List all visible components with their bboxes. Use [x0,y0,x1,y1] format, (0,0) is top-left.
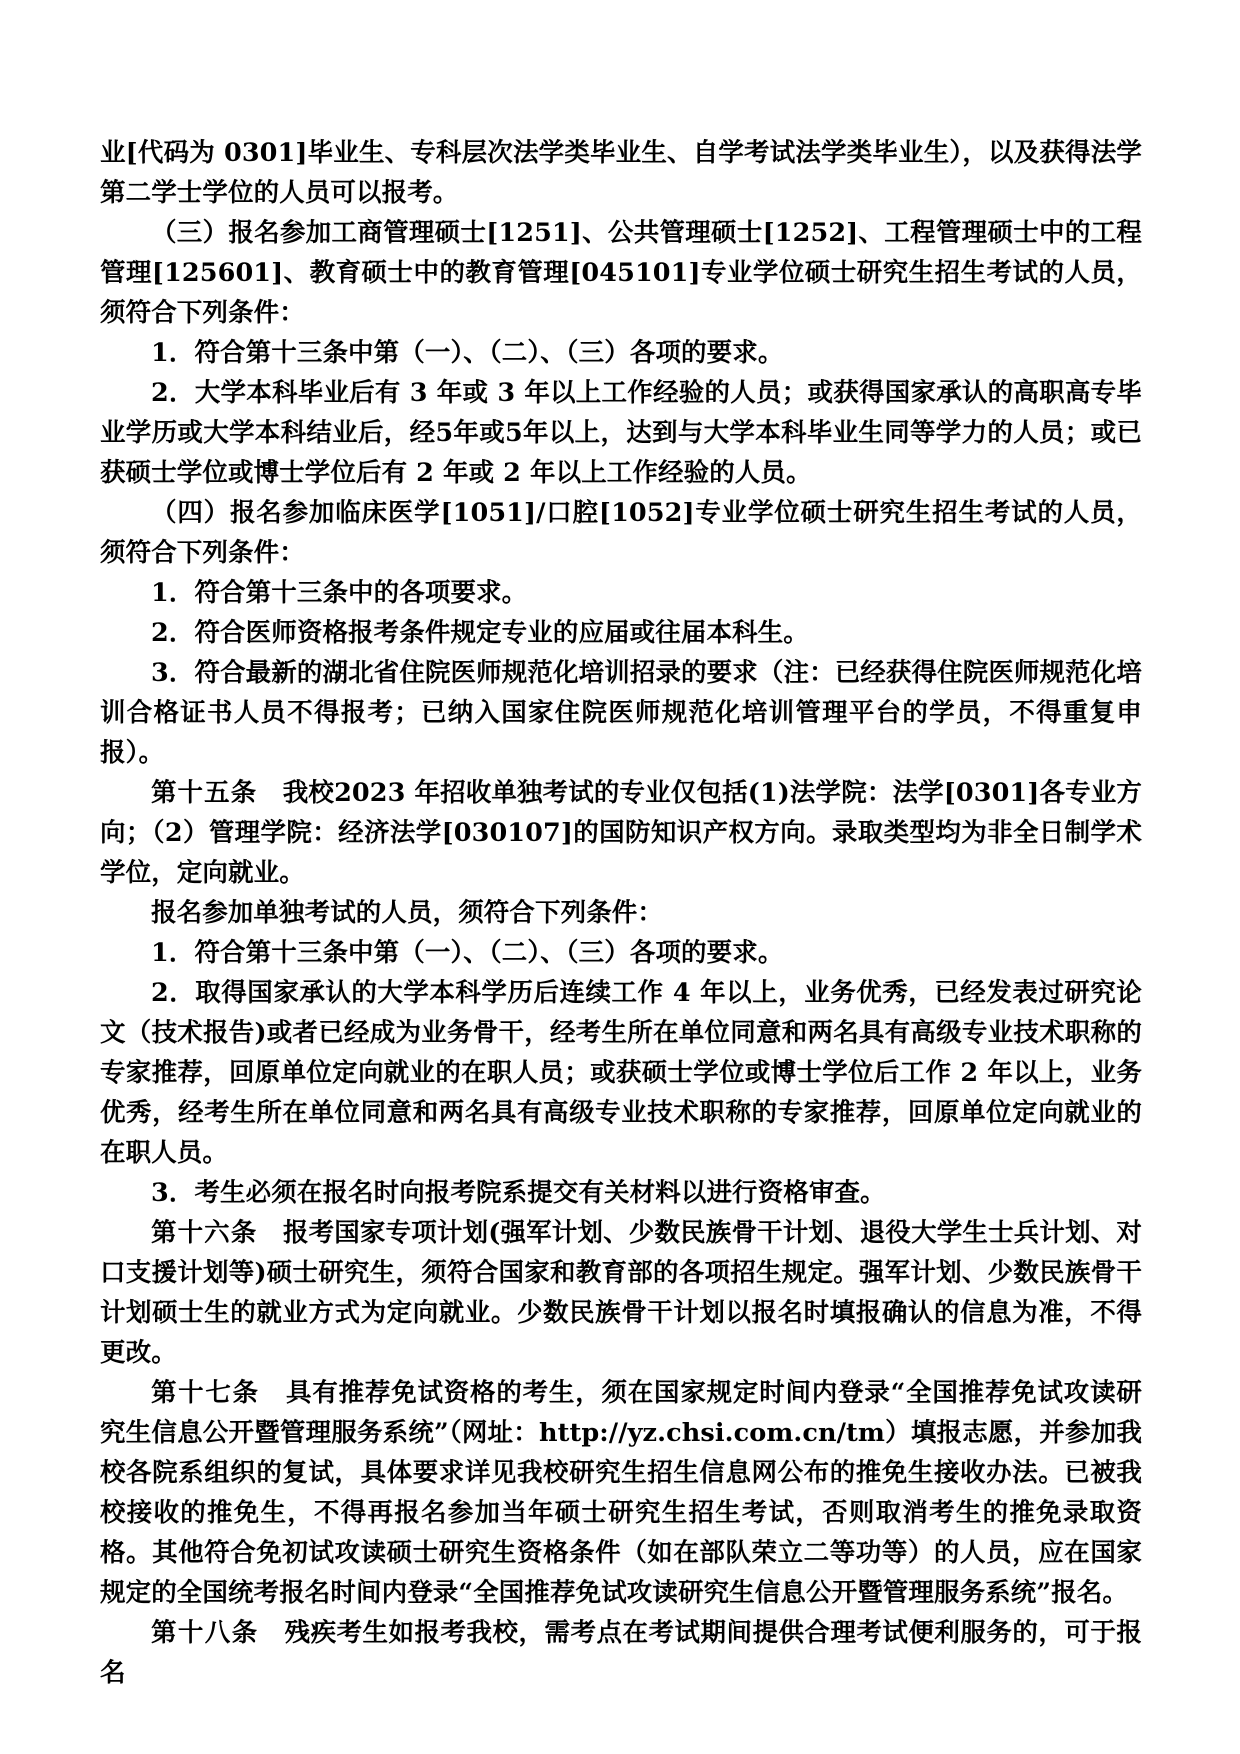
paragraph-item-three-sub-2: 2．大学本科毕业后有 3 年或 3 年以上工作经验的人员；或获得国家承认的高职高专毕业学历或大学本科结业后，经5年或5年以上，达到与大学本科毕业生同等学力的人员；或已获硕士学位或博士学位后有 2 年或 2 年以上工作经验的人员。 [100,378,1142,488]
paragraph-single-exam-conditions-intro: 报名参加单独考试的人员，须符合下列条件： [151,898,664,928]
page-text-column [100,133,1142,1693]
article-18-label: 第十八条 [151,1618,259,1648]
article-18 [100,1613,1142,1693]
paragraph-single-exam-sub-1: 1．符合第十三条中第（一）、（二）、（三）各项的要求。 [151,938,784,968]
paragraph-single-exam-sub-2: 2．取得国家承认的大学本科学历后连续工作 4 年以上，业务优秀，已经发表过研究论文（技术报告)或者已经成为业务骨干，经考生所在单位同意和两名具有高级专业技术职称的专家推荐，回原单位定向就业的在职人员；或获硕士学位或博士学位后工作 2 年以上，业务优秀，经考生所在单位同意和两名具有高级专业技术职称的专家推荐，回原单位定向就业的在职人员。 [100,978,1142,1168]
article-16 [100,1213,1142,1373]
article-17-spacer [260,1378,286,1408]
article-15-spacer [257,778,283,808]
article-15-label: 第十五条 [151,778,258,808]
article-16-spacer [257,1218,283,1248]
article-17 [100,1373,1142,1613]
article-17-body-after-url: ）填报志愿，并参加我校各院系组织的复试，具体要求详见我校研究生招生信息网公布的推免生接收办法。已被我校接收的推免生，不得再报名参加当年硕士研究生招生考试，否则取消考生的推免录取资格。其他符合免初试攻读硕士研究生资格条件（如在部队荣立二等功等）的人员，应在国家规定的全国统考报名时间内登录“全国推荐免试攻读研究生信息公开暨管理服务系统”报名。 [100,1418,1142,1608]
article-16-body: 报考国家专项计划(强军计划、少数民族骨干计划、退役大学生士兵计划、对口支援计划等)硕士研究生，须符合国家和教育部的各项招生规定。强军计划、少数民族骨干计划硕士生的就业方式为定向就业。少数民族骨干计划以报名时填报确认的信息为准，不得更改。 [100,1218,1142,1368]
article-18-spacer [259,1618,285,1648]
article-17-label: 第十七条 [151,1378,260,1408]
paragraph-item-four-sub-3: 3．符合最新的湖北省住院医师规范化培训招录的要求（注：已经获得住院医师规范化培训合格证书人员不得报考；已纳入国家住院医师规范化培训管理平台的学员，不得重复申报）。 [100,658,1142,768]
推免服务系统-url: http://yz.chsi.com.cn/tm [538,1418,886,1448]
article-16-label: 第十六条 [151,1218,258,1248]
article-15 [100,773,1142,893]
article-15-body: 我校2023 年招收单独考试的专业仅包括(1)法学院：法学[0301]各专业方向；（2）管理学院：经济法学[030107]的国防知识产权方向。录取类型均为非全日制学术学位，定向就业。 [100,778,1142,888]
paragraph-single-exam-sub-3: 3．考生必须在报名时向报考院系提交有关材料以进行资格审查。 [151,1178,886,1208]
paragraph-item-three-sub-1: 1．符合第十三条中第（一）、（二）、（三）各项的要求。 [151,338,784,368]
paragraph-continued-law-degree: 业[代码为 0301]毕业生、专科层次法学类毕业生、自学考试法学类毕业生），以及获得法学第二学士学位的人员可以报考。 [100,138,1142,208]
article-18-body: 残疾考生如报考我校，需考点在考试期间提供合理考试便利服务的，可于报名 [100,1618,1142,1688]
paragraph-item-four-sub-1: 1．符合第十三条中的各项要求。 [151,578,528,608]
paragraph-item-four-clinical-medicine: （四）报名参加临床医学[1051]/口腔[1052]专业学位硕士研究生招生考试的人员，须符合下列条件： [100,498,1142,568]
article-17-body-before-url: 具有推荐免试资格的考生，须在国家规定时间内登录“全国推荐免试攻读研究生信息公开暨管理服务系统”（网址： [100,1378,1142,1448]
paragraph-item-three-management-masters: （三）报名参加工商管理硕士[1251]、公共管理硕士[1252]、工程管理硕士中的工程管理[125601]、教育硕士中的教育管理[045101]专业学位硕士研究生招生考试的人员，须符合下列条件： [100,218,1142,328]
paragraph-item-four-sub-2: 2．符合医师资格报考条件规定专业的应届或往届本科生。 [151,618,809,648]
